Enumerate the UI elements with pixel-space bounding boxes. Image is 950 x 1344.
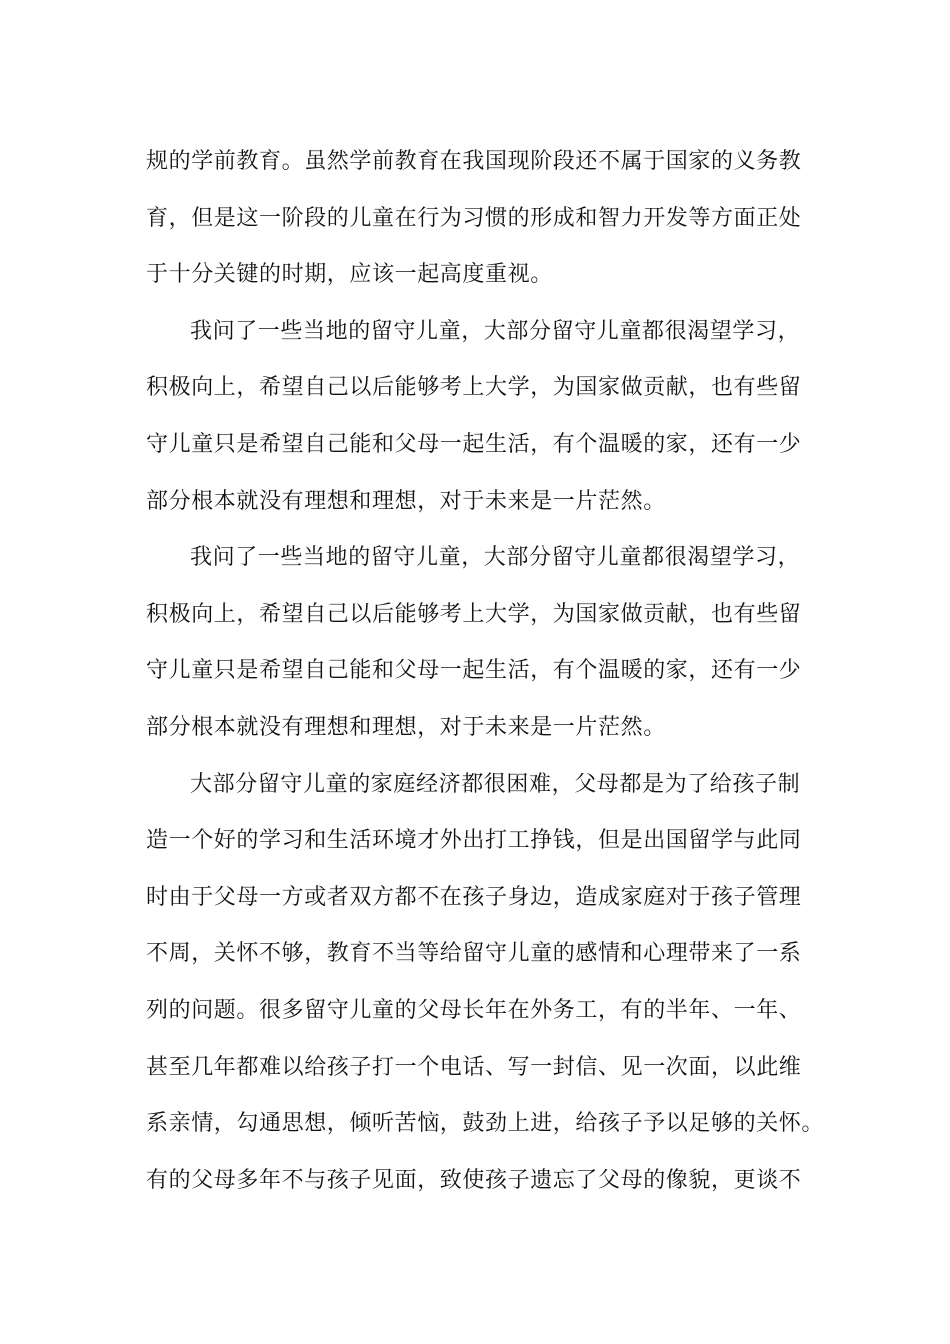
- text-line: 积极向上，希望自己以后能够考上大学，为国家做贡献，也有些留: [146, 601, 802, 627]
- body-text: [146, 134, 826, 1209]
- text-line: 不周，关怀不够，教育不当等给留守儿童的感情和心理带来了一系: [146, 941, 802, 967]
- text-line: 积极向上，希望自己以后能够考上大学，为国家做贡献，也有些留: [146, 375, 802, 401]
- text-line: 部分根本就没有理想和理想，对于未来是一片茫然。: [146, 714, 666, 740]
- text-line: 守儿童只是希望自己能和父母一起生活，有个温暖的家，还有一少: [146, 431, 802, 457]
- text-line: 系亲情，勾通思想，倾听苦恼，鼓劲上进，给孩子予以足够的关怀。: [146, 1111, 825, 1137]
- text-line: 规的学前教育。虽然学前教育在我国现阶段还不属于国家的义务教: [146, 149, 802, 174]
- text-line: 甚至几年都难以给孩子打一个电话、写一封信、见一次面，以此维: [146, 1054, 802, 1080]
- text-line: 有的父母多年不与孩子见面，致使孩子遗忘了父母的像貌，更谈不: [146, 1167, 802, 1193]
- paragraph-start-line: 大部分留守儿童的家庭经济都很困难，父母都是为了给孩子制: [190, 771, 801, 797]
- paragraph-start-line: 我问了一些当地的留守儿童，大部分留守儿童都很渴望学习，: [190, 545, 801, 571]
- text-line: 时由于父母一方或者双方都不在孩子身边，造成家庭对于孩子管理: [146, 884, 802, 910]
- text-line: 于十分关键的时期，应该一起高度重视。: [146, 262, 553, 288]
- text-line: 部分根本就没有理想和理想，对于未来是一片茫然。: [146, 488, 666, 514]
- paragraph-start-line: 我问了一些当地的留守儿童，大部分留守儿童都很渴望学习，: [190, 318, 801, 344]
- text-line: 育，但是这一阶段的儿童在行为习惯的形成和智力开发等方面正处: [146, 205, 802, 231]
- text-line: 列的问题。很多留守儿童的父母长年在外务工，有的半年、一年、: [146, 997, 802, 1023]
- text-line: 守儿童只是希望自己能和父母一起生活，有个温暖的家，还有一少: [146, 658, 802, 684]
- text-line: 造一个好的学习和生活环境才外出打工挣钱，但是出国留学与此同: [146, 828, 802, 854]
